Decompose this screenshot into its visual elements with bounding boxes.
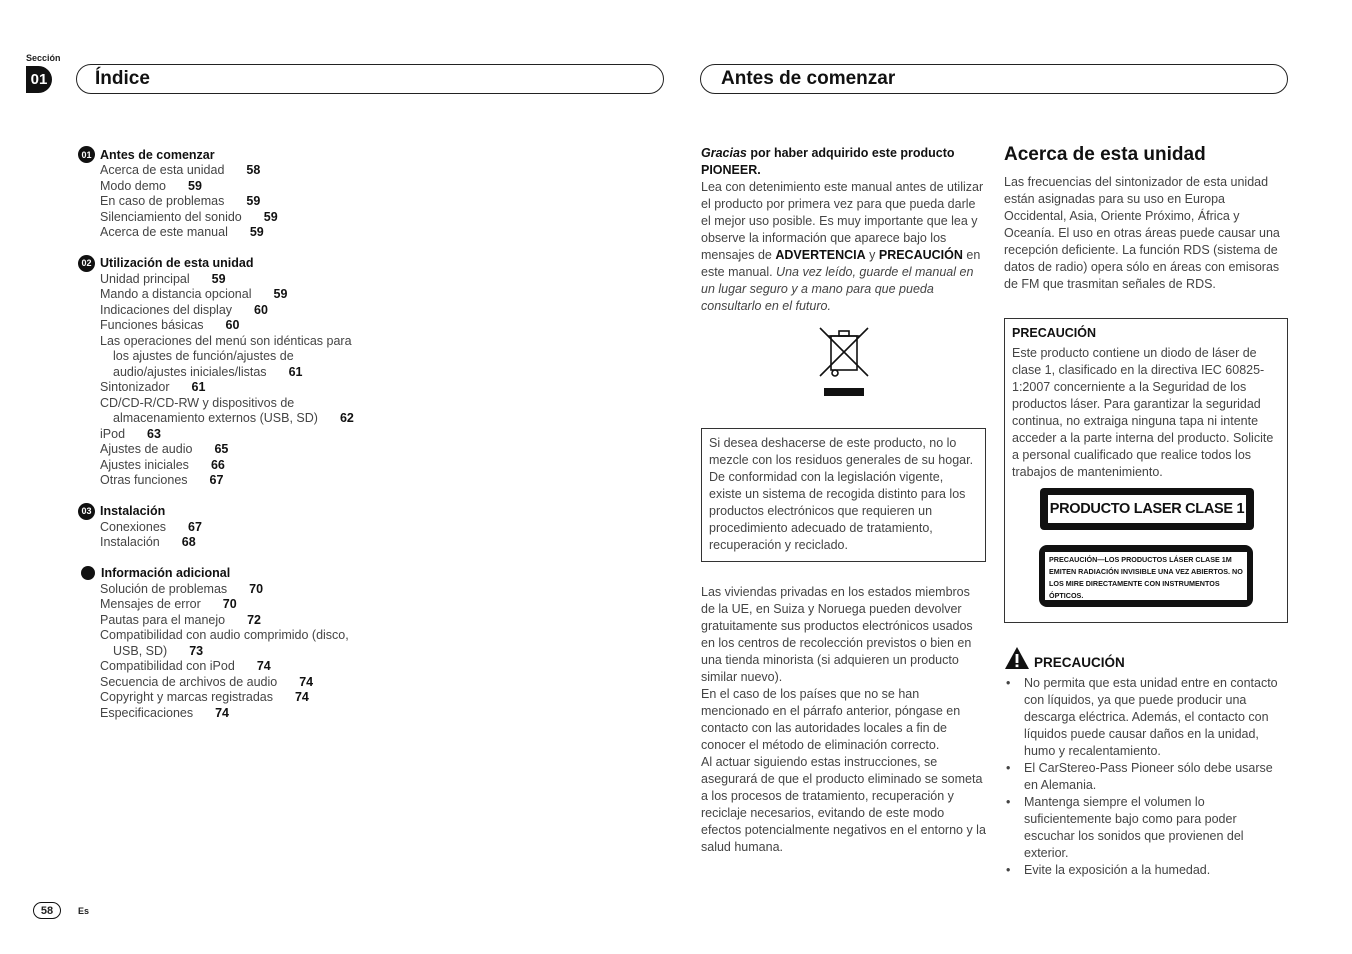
toc-entry[interactable]: Ajustes iniciales 66 — [100, 457, 225, 472]
toc-entry[interactable]: CD/CD-R/CD-RW y dispositivos de almacenamiento externos (USB, SD) 62 — [100, 395, 354, 425]
toc-entry[interactable]: Ajustes de audio 65 — [100, 442, 229, 456]
toc-entry[interactable]: Especificaciones 74 — [100, 705, 230, 720]
toc-entry[interactable]: Compatibilidad con audio comprimido (disco, USB, SD) 73 — [100, 628, 349, 658]
toc-section — [78, 503, 358, 551]
thanks-line: Gracias por haber adquirido este producto PIONEER. — [701, 146, 955, 177]
section-label: Sección — [26, 53, 61, 63]
toc-entry[interactable]: Indicaciones del display 60 — [100, 302, 268, 317]
section-number-icon: 03 — [78, 503, 95, 520]
about-heading: Acerca de esta unidad — [1004, 144, 1206, 165]
section-number-icon: 01 — [78, 146, 95, 163]
toc-entry[interactable]: Modo demo 59 — [100, 178, 202, 193]
disposal-notice-box: Si desea deshacerse de este producto, no lo mezcle con los residuos generales de su hogar. De conformidad con la legislación vigente, existe un sistema de recogida distinto para los productos electrónicos que requieren un procedimiento adecuado de tratamiento, recuperación y reciclado. — [701, 428, 986, 562]
intro-column — [701, 145, 987, 315]
toc-entry[interactable]: iPod 63 — [100, 426, 161, 441]
toc-entry[interactable]: Las operaciones del menú son idénticas para los ajustes de función/ajustes de audio/ajustes iniciales/listas 61 — [100, 333, 352, 379]
toc-section-heading[interactable]: 01 Antes de comenzar — [78, 146, 358, 163]
section-number-badge: 01 — [26, 66, 52, 93]
caution-box-text: Este producto contiene un diodo de láser de clase 1, clasificado en la directiva IEC 60825-1:2007 concerniente a la Seguridad de los productos láser. Para garantizar la seguridad continua, no extraiga ninguna tapa ni intente acceder a la parte interna del producto. Solicite a personal cualificado que realice todos los trabajos de mantenimiento. — [1012, 346, 1274, 479]
section-number-icon: 02 — [78, 255, 95, 272]
toc-entry[interactable]: Silenciamiento del sonido 59 — [100, 209, 278, 224]
toc-section-heading[interactable]: 03 Instalación — [78, 503, 358, 520]
toc-entry[interactable]: Copyright y marcas registradas 74 — [100, 690, 309, 704]
eu-disposal-text: Las viviendas privadas en los estados miembros de la UE, en Suiza y Noruega pueden devolver gratuitamente sus productos electrónicos usados en los centros de recolección previstos o bien en una tienda minorista (si adquieren un producto similar nuevo). En el caso de los países que no se han mencionado en el párrafo anterior, póngase en contacto con las autoridades locales a fin de conocer el método de eliminación correcto. Al actuar siguiendo estas instrucciones, se asegurará de que el producto eliminado se someta a los procesos de tratamiento, recuperación y reciclaje necesarios, evitando de este modo efectos potencialmente negativos en el entorno y la salud humana. — [701, 585, 986, 854]
list-item: • No permita que esta unidad entre en contacto con líquidos, ya que puede producir una descarga eléctrica. Además, el contacto con líquidos puede causar daños en la unidad, humo y recalentamiento. — [1004, 675, 1288, 760]
toc-entry[interactable]: Funciones básicas 60 — [100, 318, 240, 332]
toc-entry[interactable]: Compatibilidad con iPod 74 — [100, 659, 271, 673]
weee-crossed-bin-icon — [818, 326, 870, 398]
intro-paragraph: Lea con detenimiento este manual antes de utilizar el producto por primera vez para que pueda darle el mejor uso posible. Es muy importante que lea y observe la información que aparece bajo los mensajes de ADVERTENCIA y PRECAUCIÓN en este manual. Una vez leído, guarde el manual en un lugar seguro y a mano para que pueda consultarlo en el futuro. — [701, 180, 984, 313]
toc-section-heading[interactable]: Información adicional — [78, 565, 358, 582]
toc-entry[interactable]: Acerca de esta unidad 58 — [100, 163, 261, 177]
toc-section — [78, 146, 358, 241]
about-text: Las frecuencias del sintonizador de esta unidad están asignadas para su uso en Europa Occidental, Asia, Oriente Próximo, África y Oceanía. El uso en otras áreas puede causar una recepción deficiente. La función RDS (sistema de datos de radio) opera sólo en áreas con emisoras de FM que trasmitan señales de RDS. — [1004, 175, 1280, 291]
header-before-starting: Antes de comenzar — [700, 64, 1288, 94]
table-of-contents — [78, 146, 358, 735]
header-index: Índice — [76, 64, 664, 94]
list-item: • Mantenga siempre el volumen lo suficientemente bajo como para poder escuchar los sonidos que provienen del exterior. — [1004, 794, 1288, 862]
laser-class-label: PRODUCTO LASER CLASE 1 — [1040, 488, 1254, 530]
language-code: Es — [78, 906, 90, 916]
laser-1m-warning-label: PRECAUCIÓN—LOS PRODUCTOS LÁSER CLASE 1M EMITEN RADIACIÓN INVISIBLE UNA VEZ ABIERTOS. NO LOS MIRE DIRECTAMENTE CON INSTRUMENTOS ÓPTICOS. — [1039, 545, 1253, 607]
toc-section-heading[interactable]: 02 Utilización de esta unidad — [78, 255, 358, 272]
toc-entry[interactable]: Secuencia de archivos de audio 74 — [100, 674, 314, 689]
toc-entry[interactable]: Sintonizador 61 — [100, 380, 206, 394]
list-item: • El CarStereo-Pass Pioneer sólo debe usarse en Alemania. — [1004, 760, 1288, 794]
toc-entry[interactable]: Unidad principal 59 — [100, 271, 226, 286]
toc-entry[interactable]: En caso de problemas 59 — [100, 194, 261, 208]
toc-section — [78, 255, 358, 489]
toc-entry[interactable]: Conexiones 67 — [100, 519, 202, 534]
toc-entry[interactable]: Otras funciones 67 — [100, 473, 224, 487]
toc-entry[interactable]: Solución de problemas 70 — [100, 581, 264, 596]
toc-entry[interactable]: Pautas para el manejo 72 — [100, 612, 261, 627]
toc-entry[interactable]: Mando a distancia opcional 59 — [100, 287, 288, 301]
toc-entry[interactable]: Instalación 68 — [100, 535, 196, 549]
caution-box-title: PRECAUCIÓN — [1012, 326, 1097, 340]
toc-entry[interactable]: Mensajes de error 70 — [100, 597, 237, 611]
toc-section — [78, 565, 358, 722]
toc-entry[interactable]: Acerca de este manual 59 — [100, 225, 264, 239]
list-item: • Evite la exposición a la humedad. — [1004, 862, 1288, 879]
page-number: 58 — [33, 902, 61, 919]
warning-bullet-list — [1004, 675, 1288, 879]
section-number-icon — [81, 566, 95, 580]
warning-heading: PRECAUCIÓN — [1004, 646, 1125, 670]
warning-triangle-icon — [1004, 646, 1030, 670]
